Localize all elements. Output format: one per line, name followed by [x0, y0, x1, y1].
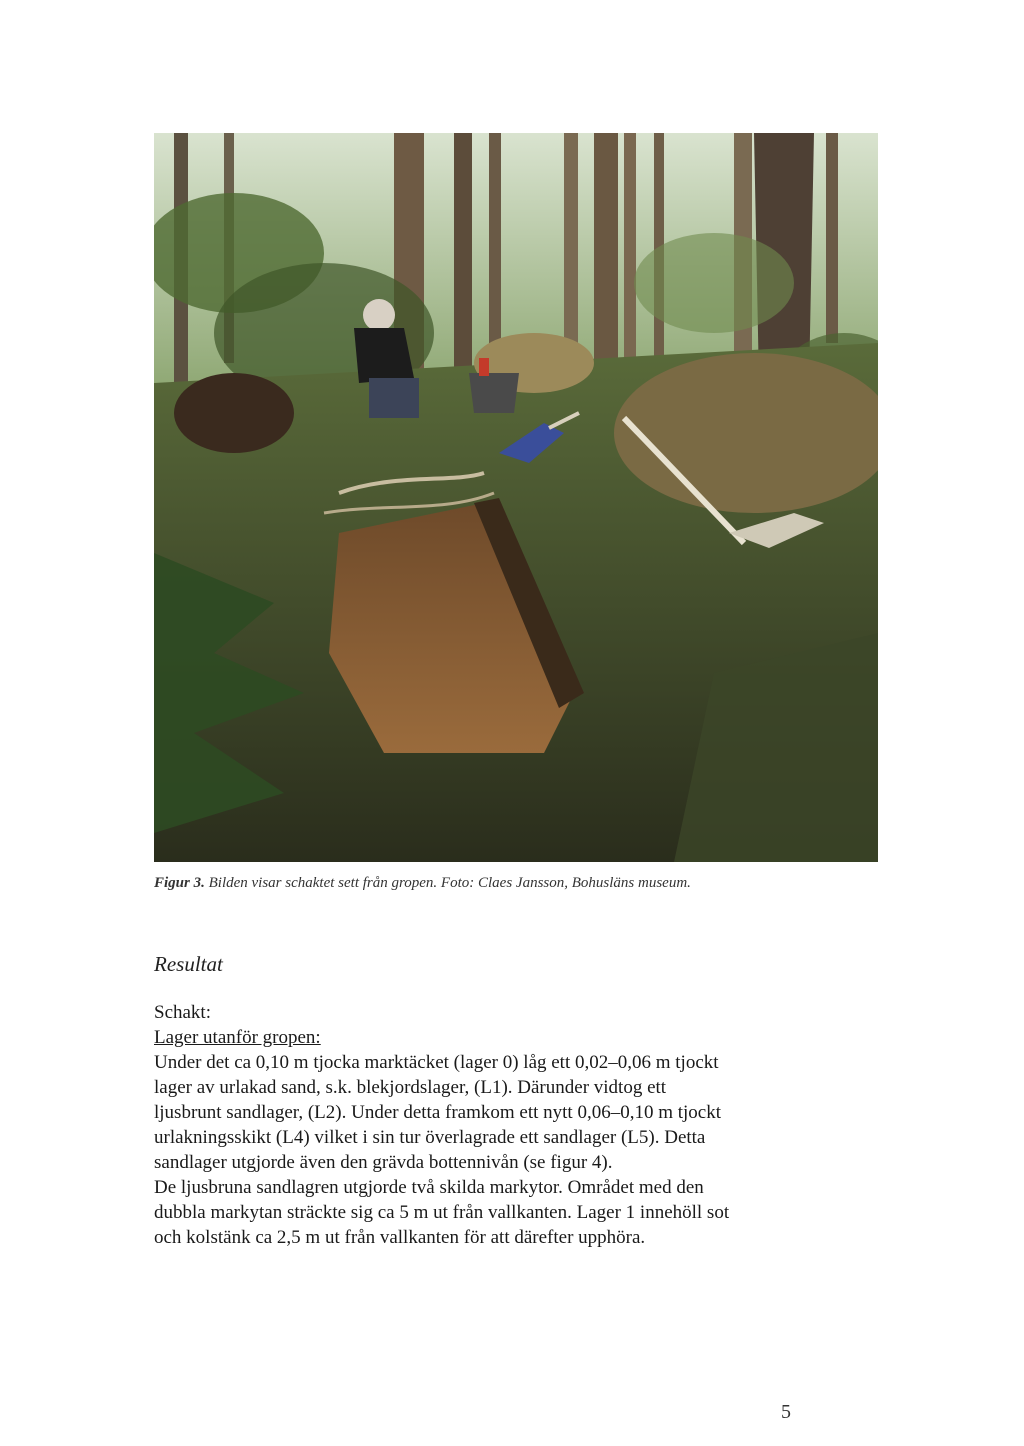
- body-line: och kolstänk ca 2,5 m ut från vallkanten för att därefter upphöra.: [154, 1227, 646, 1248]
- section-heading: Resultat: [154, 952, 223, 976]
- page-number: 5: [781, 1401, 791, 1423]
- figure-caption: [154, 875, 894, 892]
- forest-trench-photo: [154, 133, 878, 862]
- body-line: dubbla markytan sträckte sig ca 5 m ut från vallkanten. Lager 1 innehöll sot: [154, 1202, 730, 1223]
- body-line: urlakningsskikt (L4) vilket i sin tur överlagrade ett sandlager (L5). Detta: [154, 1127, 706, 1148]
- body-line: sandlager utgjorde även den grävda bottennivån (se figur 4).: [154, 1152, 613, 1173]
- excavation-photo: [154, 133, 878, 862]
- figure-label: Figur 3.: [154, 875, 205, 891]
- body-line: De ljusbruna sandlagren utgjorde två skilda markytor. Området med den: [154, 1177, 704, 1198]
- subheading: Lager utanför gropen:: [154, 1027, 321, 1048]
- results-section: [154, 1000, 854, 1250]
- body-line: Under det ca 0,10 m tjocka marktäcket (lager 0) låg ett 0,02–0,06 m tjockt: [154, 1052, 719, 1073]
- figure-caption-text: Bilden visar schaktet sett från gropen. Foto: Claes Jansson, Bohusläns museum.: [208, 875, 691, 891]
- body-line: ljusbrunt sandlager, (L2). Under detta framkom ett nytt 0,06–0,10 m tjockt: [154, 1102, 722, 1123]
- body-line: lager av urlakad sand, s.k. blekjordslager, (L1). Därunder vidtog ett: [154, 1077, 667, 1098]
- section-label: Schakt:: [154, 1002, 211, 1023]
